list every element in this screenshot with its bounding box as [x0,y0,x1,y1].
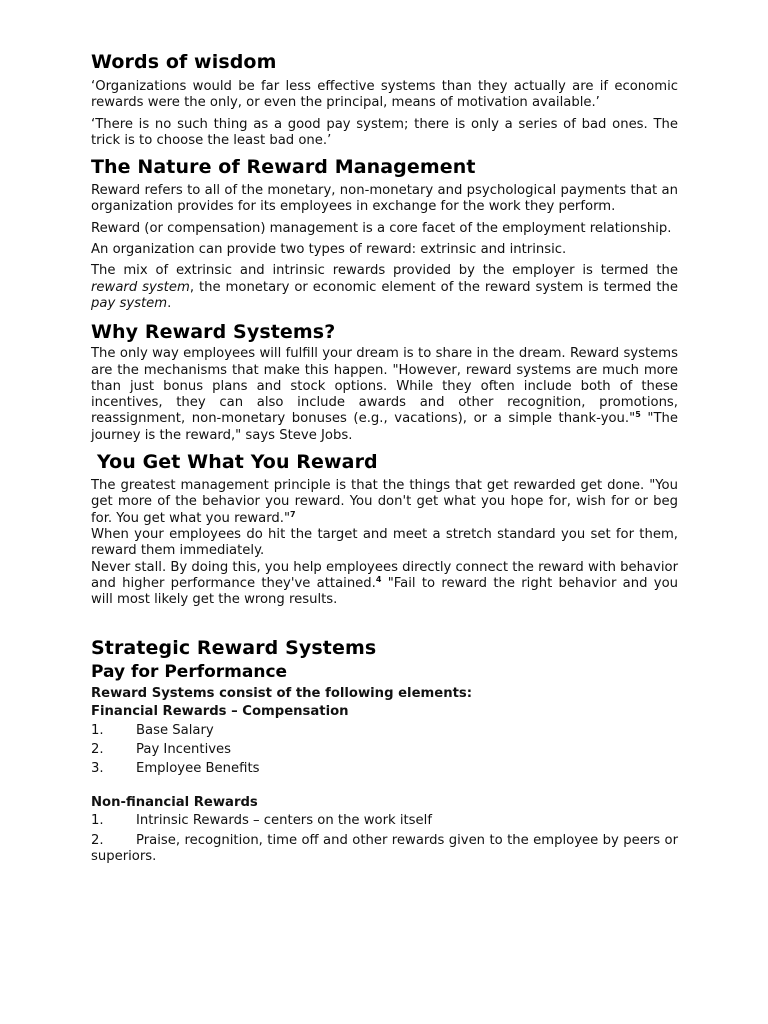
reward-system-term: reward system [91,279,190,295]
subheading-pay-for-performance: Pay for Performance [91,662,288,683]
heading-strategic-reward-systems: Strategic Reward Systems [91,637,377,660]
get-paragraph-3 [91,560,678,609]
get-p3-text-a: Never stall. By doing this, you help employees directly connect the reward with behavior and higher performance they've attained. [91,559,679,591]
list-text: Intrinsic Rewards – centers on the work itself [136,813,432,829]
get-paragraph-1 [91,478,678,527]
nature-p4-text-c: . [167,295,172,311]
pay-system-term: pay system [91,295,168,311]
nature-p4-text-a: The mix of extrinsic and intrinsic rewards provided by the employer is termed the [91,263,678,279]
list-text: Praise, recognition, time off and other rewards given to the employee by peers or superiors. [91,832,678,865]
heading-you-get-what-you-reward: You Get What You Reward [97,451,378,474]
heading-words-of-wisdom: Words of wisdom [91,51,277,73]
why-text-b: "The journey is the reward," says Steve Jobs. [91,411,678,443]
list-number: 2. [91,832,104,848]
list-item [91,760,678,779]
get-paragraph-2: When your employees do hit the target and meet a stretch standard you set for them, reward them immediately. [91,526,678,559]
nature-paragraph-3: An organization can provide two types of reward: extrinsic and intrinsic. [91,242,567,258]
list-number: 3. [91,760,104,776]
quote-paragraph-2: ‘There is no such thing as a good pay system; there is only a series of bad ones. The trick is to choose the least bad one.’ [91,116,678,148]
nature-paragraph-4 [91,263,678,312]
quote-paragraph-1: ‘Organizations would be far less effective systems than they actually are if economic rewards were the only, or even the principal, means of motivation available.’ [91,79,678,111]
nature-p4-text-b: , the monetary or economic element of the reward system is termed the [189,279,678,295]
nature-paragraph-1: Reward refers to all of the monetary, non-monetary and psychological payments that an organization provides for its employees in exchange for the work they perform. [91,183,678,215]
list-number: 1. [91,723,104,739]
list-item [91,833,678,866]
list-text: Employee Benefits [136,760,260,776]
heading-nature-of-reward: The Nature of Reward Management [91,156,476,179]
list-item [91,722,678,741]
list-number: 1. [91,813,104,829]
financial-rewards-heading: Financial Rewards – Compensation [91,704,349,720]
footnote-ref-5: 5 [635,410,641,420]
list-item [91,741,678,760]
financial-rewards-list [91,722,678,778]
nature-paragraph-2: Reward (or compensation) management is a core facet of the employment relationship. [91,220,672,236]
why-text-a: The only way employees will fulfill your dream is to share in the dream. Reward systems are the mechanisms that make this happen. "However, reward systems are much more than just bonus plans and stock options. While they often include both of these incentives, they can also include awards and other recognition, promotions, reassignment, non-monetary bonuses (e.g., vacations), or a simple thank-you." [91,346,678,427]
why-paragraph [91,346,678,444]
list-text: Base Salary [136,723,214,739]
list-number: 2. [91,742,104,758]
elements-intro: Reward Systems consist of the following elements: [91,686,473,702]
nonfinancial-rewards-list [91,812,678,865]
list-text: Pay Incentives [136,742,232,758]
footnote-ref-4: 4 [375,574,382,584]
get-p1-text: The greatest management principle is that the things that get rewarded get done. "You get more of the behavior you reward. You don't get what you hope for, wish for or beg for. You get what you reward." [91,478,678,526]
nonfinancial-rewards-heading: Non-financial Rewards [91,795,258,811]
footnote-ref-7: 7 [290,509,296,519]
heading-why-reward-systems: Why Reward Systems? [91,321,336,344]
get-p3-text-b: "Fail to reward the right behavior and you will most likely get the wrong results. [91,575,678,608]
list-item [91,812,678,831]
